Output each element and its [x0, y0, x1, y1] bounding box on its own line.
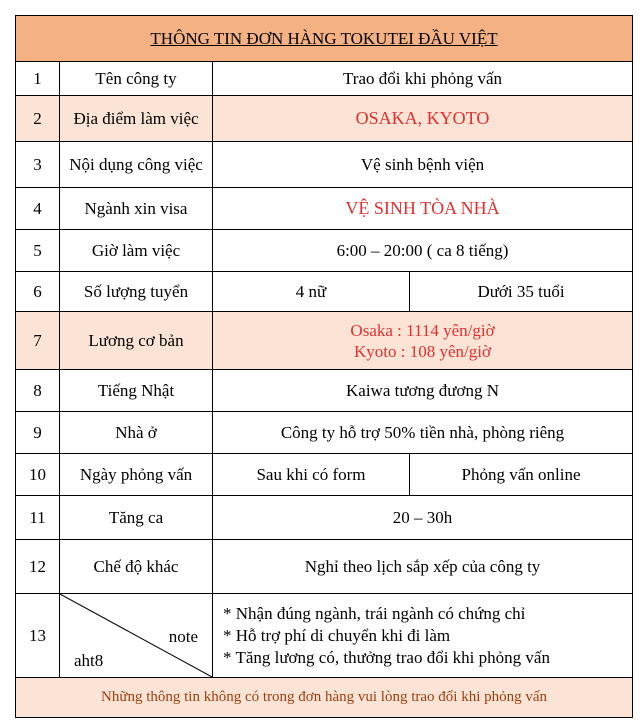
diagonal-label-note: note — [168, 627, 198, 646]
row-value: Công ty hỗ trợ 50% tiền nhà, phòng riêng — [213, 412, 633, 454]
table-title-cell — [16, 16, 633, 62]
table-row — [16, 142, 633, 188]
table-row — [16, 454, 633, 496]
row-number: 7 — [16, 312, 60, 370]
diagonal-label-aht8: aht8 — [74, 651, 104, 670]
row-number: 5 — [16, 230, 60, 272]
note-item: * Tăng lương có, thưởng trao đổi khi phỏng vấn — [223, 647, 550, 667]
row-label: Địa điểm làm việc — [60, 96, 213, 142]
table-row — [16, 496, 633, 540]
row-label: Nội dụng công việc — [60, 142, 213, 188]
row-value: 6:00 – 20:00 ( ca 8 tiếng) — [213, 230, 633, 272]
row-value: Nghỉ theo lịch sắp xếp của công ty — [213, 540, 633, 594]
notes-cell — [213, 594, 633, 678]
table-row — [16, 312, 633, 370]
row-number: 9 — [16, 412, 60, 454]
table-row — [16, 62, 633, 96]
table-row — [16, 540, 633, 594]
row-number: 2 — [16, 96, 60, 142]
row-label: Chế độ khác — [60, 540, 213, 594]
note-item: * Nhận đúng ngành, trái ngành có chứng chỉ — [223, 603, 526, 623]
row-label: Số lượng tuyển — [60, 272, 213, 312]
row-value: Trao đổi khi phỏng vấn — [213, 62, 633, 96]
salary-osaka: Osaka : 1114 yên/giờ — [350, 320, 495, 340]
table-row — [16, 96, 633, 142]
row-value-b: Phỏng vấn online — [410, 454, 633, 496]
row-number: 3 — [16, 142, 60, 188]
row-value: Kaiwa tương đương N — [213, 370, 633, 412]
row-number: 1 — [16, 62, 60, 96]
row-label: Tên công ty — [60, 62, 213, 96]
diagonal-header-cell — [60, 594, 213, 678]
footer-row — [16, 678, 633, 718]
note-item: * Hỗ trợ phí di chuyển khi đi làm — [223, 625, 451, 645]
table-title: THÔNG TIN ĐƠN HÀNG TOKUTEI ĐẦU VIỆT — [150, 29, 498, 48]
row-label: Ngày phỏng vấn — [60, 454, 213, 496]
table-row — [16, 188, 633, 230]
row-number: 6 — [16, 272, 60, 312]
row-number: 13 — [16, 594, 60, 678]
table-row — [16, 272, 633, 312]
row-number: 4 — [16, 188, 60, 230]
footer-note: Những thông tin không có trong đơn hàng vui lòng trao đổi khi phỏng vấn — [16, 678, 633, 718]
row-label: Tiếng Nhật — [60, 370, 213, 412]
row-value-a: 4 nữ — [213, 272, 410, 312]
table-row — [16, 412, 633, 454]
row-label: Nhà ở — [60, 412, 213, 454]
title-row — [16, 16, 633, 62]
row-label: Giờ làm việc — [60, 230, 213, 272]
table-row — [16, 230, 633, 272]
row-label: Ngành xin visa — [60, 188, 213, 230]
order-info-table — [15, 15, 633, 718]
salary-kyoto: Kyoto : 108 yên/giờ — [354, 341, 491, 361]
row-number: 12 — [16, 540, 60, 594]
row-number: 10 — [16, 454, 60, 496]
row-number: 11 — [16, 496, 60, 540]
row-number: 8 — [16, 370, 60, 412]
row-value: OSAKA, KYOTO — [213, 96, 633, 142]
table-row — [16, 594, 633, 678]
row-label: Tăng ca — [60, 496, 213, 540]
row-label: Lương cơ bản — [60, 312, 213, 370]
row-value: Vệ sinh bệnh viện — [213, 142, 633, 188]
row-value-a: Sau khi có form — [213, 454, 410, 496]
table-row — [16, 370, 633, 412]
salary-cell — [213, 312, 633, 370]
row-value-b: Dưới 35 tuổi — [410, 272, 633, 312]
row-value: VỆ SINH TÒA NHÀ — [213, 188, 633, 230]
row-value: 20 – 30h — [213, 496, 633, 540]
